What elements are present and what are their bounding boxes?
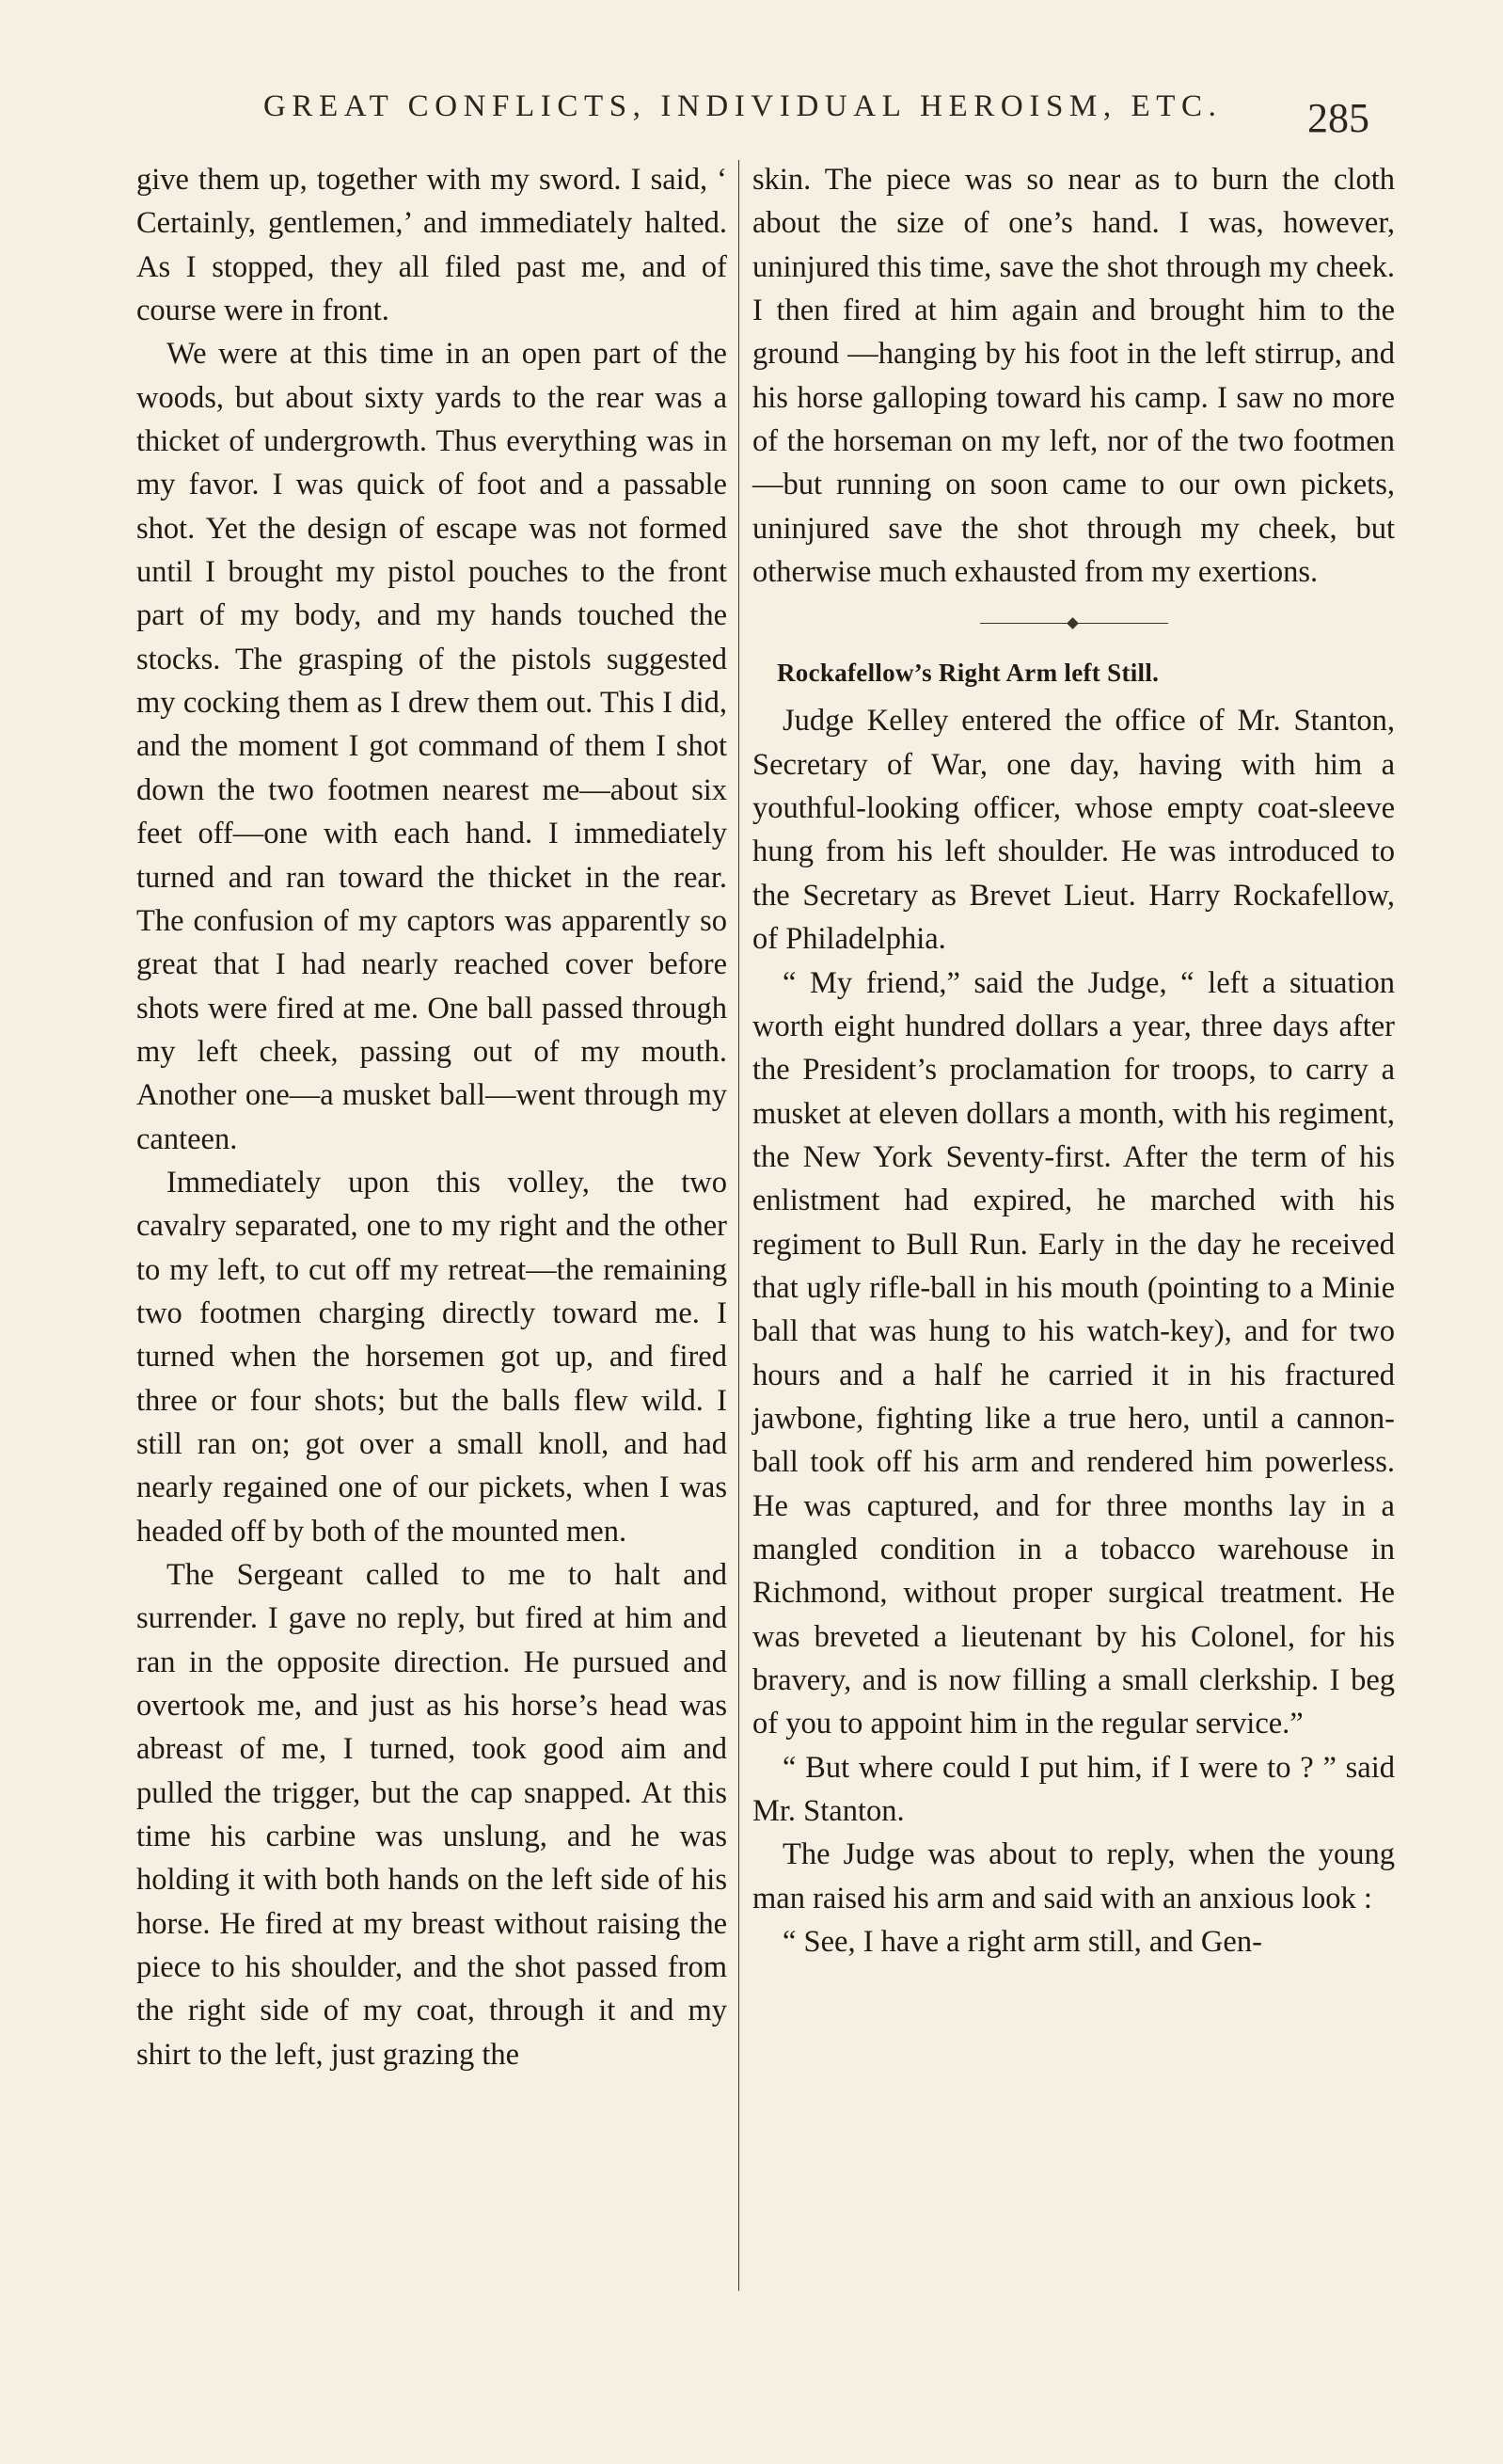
paragraph: give them up, together with my sword. I said, ‘ Certainly, gentlemen,’ and immediately halted. As I stopped, they all filed past me, and of course were in front. bbox=[136, 163, 727, 328]
paragraph: Judge Kelley entered the office of Mr. Stanton, Secretary of War, one day, having with him a youthful-looking officer, whose empty coat-sleeve hung from his left shoulder. He was introduced to the Secretary as Brevet Lieut. Harry Rockafellow, of Philadelphia. bbox=[752, 704, 1395, 957]
column-divider bbox=[738, 160, 739, 2291]
paragraph: Immediately upon this volley, the two cavalry separated, one to my right and the other to my left, to cut off my retreat—the remaining two footmen charging directly toward me. I turned when the horsemen got up, and fired three or four shots; but the balls flew wild. I still ran on; got over a small knoll, and had nearly regained one of our pickets, when I was headed off by both of the mounted men. bbox=[136, 1165, 727, 1549]
paragraph: The Sergeant called to me to halt and surrender. I gave no reply, but fired at him and ran in the opposite direction. He pursued and overtook me, and just as his horse’s head was abreast of me, I turned, took good aim and pulled the trigger, but the cap snapped. At this time his carbine was unslung, and he was holding it with both hands on the left side of his horse. He fired at my breast without raising the piece to his shoulder, and the shot passed from the right side of my coat, through it and my shirt to the left, just grazing the bbox=[136, 1558, 727, 2072]
page-number: 285 bbox=[1307, 95, 1369, 141]
paragraph: “ But where could I put him, if I were to ? ” said Mr. Stanton. bbox=[752, 1750, 1395, 1829]
paragraph: “ See, I have a right arm still, and Gen- bbox=[783, 1925, 1262, 1960]
paragraph: “ My friend,” said the Judge, “ left a situation worth eight hundred dollars a year, three days after the President’s proclamation for troops, to carry a musket at eleven dollars a month, with his regiment, the New York Seventy-first. After the term of his enlistment had expired, he marched with his regiment to Bull Run. Early in the day he received that ugly rifle-ball in his mouth (pointing to a Minie ball that was hung to his watch-key), and for two hours and a half he carried it in his fractured jawbone, fighting like a true hero, until a cannon-ball took off his arm and rendered him powerless. He was captured, and for three months lay in a mangled condition in a tobacco warehouse in Richmond, without proper surgical treatment. He was breveted a lieutenant by his Colonel, for his bravery, and is now filling a small clerkship. I beg of you to appoint him in the regular service.” bbox=[752, 965, 1395, 1741]
running-head: GREAT CONFLICTS, INDIVIDUAL HEROISM, ETC. bbox=[263, 89, 1223, 123]
section-heading: Rockafellow’s Right Arm left Still. bbox=[777, 659, 1160, 688]
section-ornament bbox=[752, 594, 1395, 652]
paragraph: skin. The piece was so near as to burn the cloth about the size of one’s hand. I was, however, uninjured this time, save the shot through my cheek. I then fired at him again and brought him to the ground —hanging by his foot in the left stirrup, and his horse galloping toward his camp. I saw no more of the horseman on my left, nor of the two footmen—but running on soon came to our own pickets, uninjured save the shot through my cheek, but otherwise much exhausted from my exertions. bbox=[752, 163, 1395, 590]
ornament-rule bbox=[980, 623, 1168, 624]
diamond-icon bbox=[1067, 617, 1079, 629]
left-column bbox=[136, 158, 727, 2076]
paragraph: The Judge was about to reply, when the young man raised his arm and said with an anxious look : bbox=[752, 1837, 1395, 1916]
right-column bbox=[752, 158, 1395, 1963]
paragraph: We were at this time in an open part of the woods, but about sixty yards to the rear was a thicket of undergrowth. Thus everything was in my favor. I was quick of foot and a passable shot. Yet the design of escape was not formed until I brought my pistol pouches to the front part of my body, and my hands touched the stocks. The grasping of the pistols suggested my cocking them as I drew them out. This I did, and the moment I got command of them I shot down the two footmen nearest me—about six feet off—one with each hand. I immediately turned and ran toward the thicket in the rear. The confusion of my captors was apparently so great that I had nearly reached cover before shots were fired at me. One ball passed through my left cheek, passing out of my mouth. Another one—a musket ball—went through my canteen. bbox=[136, 337, 727, 1156]
